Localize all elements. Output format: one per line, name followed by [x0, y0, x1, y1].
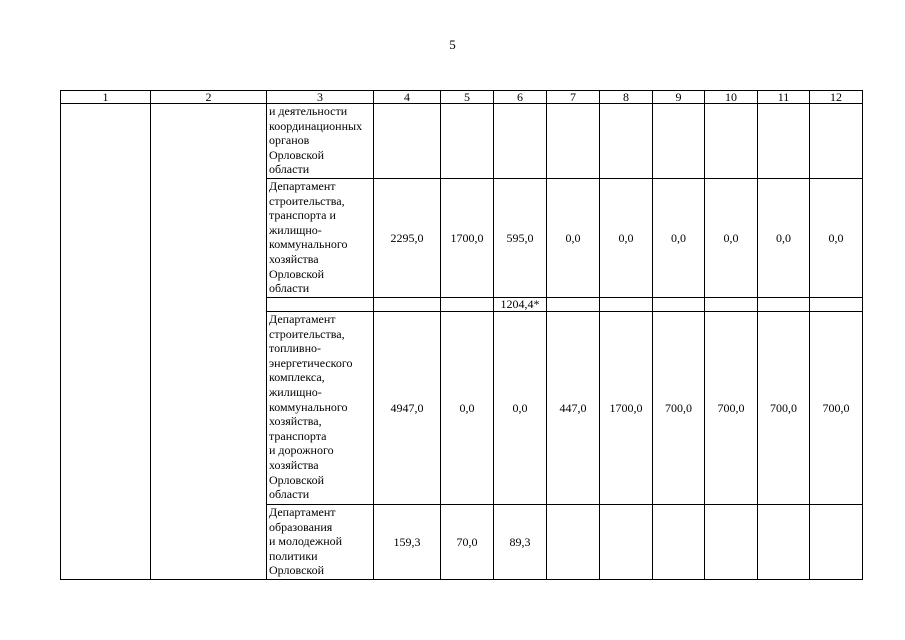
text-line: и молодежной: [269, 534, 343, 549]
text-line: коммунального: [269, 399, 348, 414]
value-cell: [600, 104, 653, 179]
organization-cell: [267, 505, 374, 580]
value-cell: 1700,0: [600, 312, 653, 505]
value-cell: [810, 505, 863, 580]
value-cell: 700,0: [810, 312, 863, 505]
column-header: 1: [61, 91, 151, 104]
value-cell: 700,0: [705, 312, 758, 505]
text-line: транспорта: [269, 428, 327, 443]
value-cell: [758, 298, 810, 312]
text-line: Орловской: [269, 472, 325, 487]
value-cell: 1700,0: [441, 179, 494, 298]
text-line: топливно-: [269, 341, 322, 356]
value-cell: 89,3: [494, 505, 547, 580]
text-line: Департамент: [269, 179, 336, 193]
value-cell: [705, 298, 758, 312]
value-cell: 700,0: [653, 312, 705, 505]
value-cell: 4947,0: [374, 312, 441, 505]
value-cell: [441, 298, 494, 312]
organization-cell: [267, 312, 374, 505]
value-cell: [705, 505, 758, 580]
text-line: образования: [269, 519, 333, 534]
text-line: хозяйства: [269, 251, 319, 266]
column-1-cell: [61, 104, 151, 580]
text-line: коммунального: [269, 237, 348, 252]
table-header-row: [61, 91, 863, 104]
value-cell: [758, 505, 810, 580]
text-line: Департамент: [269, 505, 336, 519]
note-value-cell: 1204,4*: [494, 298, 547, 312]
text-line: органов: [269, 133, 310, 148]
text-line: хозяйства: [269, 457, 319, 472]
column-header: 4: [374, 91, 441, 104]
value-cell: [374, 298, 441, 312]
text-line: Орловской: [269, 563, 325, 578]
value-cell: 447,0: [547, 312, 600, 505]
text-line: Орловской: [269, 147, 325, 162]
value-cell: [758, 104, 810, 179]
column-header: 11: [758, 91, 810, 104]
text-line: и деятельности: [269, 104, 348, 118]
text-line: координационных: [269, 118, 363, 133]
column-header: 9: [653, 91, 705, 104]
value-cell: 0,0: [758, 179, 810, 298]
text-line: области: [269, 281, 310, 296]
column-header: 10: [705, 91, 758, 104]
value-cell: 0,0: [600, 179, 653, 298]
value-cell: 0,0: [810, 179, 863, 298]
value-cell: [374, 104, 441, 179]
column-header: 12: [810, 91, 863, 104]
text-line: энергетического: [269, 355, 353, 370]
text-line: области: [269, 487, 310, 502]
value-cell: [600, 298, 653, 312]
value-cell: [441, 104, 494, 179]
column-header: 7: [547, 91, 600, 104]
value-cell: [810, 298, 863, 312]
value-cell: [705, 104, 758, 179]
value-cell: 595,0: [494, 179, 547, 298]
organization-cell: [267, 298, 374, 312]
text-line: и дорожного: [269, 443, 334, 458]
text-line: комплекса,: [269, 370, 325, 385]
text-line: политики: [269, 548, 318, 563]
text-line: Департамент: [269, 312, 336, 326]
value-cell: [547, 104, 600, 179]
value-cell: [653, 505, 705, 580]
value-cell: 700,0: [758, 312, 810, 505]
table-row: [61, 104, 863, 179]
budget-table: [60, 90, 863, 580]
column-2-cell: [151, 104, 267, 580]
column-header: 6: [494, 91, 547, 104]
value-cell: 2295,0: [374, 179, 441, 298]
value-cell: 70,0: [441, 505, 494, 580]
text-line: Орловской: [269, 266, 325, 281]
text-line: жилищно-: [269, 222, 322, 237]
column-header: 8: [600, 91, 653, 104]
text-line: области: [269, 162, 310, 177]
value-cell: 0,0: [705, 179, 758, 298]
value-cell: 0,0: [653, 179, 705, 298]
value-cell: 0,0: [441, 312, 494, 505]
value-cell: [547, 298, 600, 312]
value-cell: [653, 298, 705, 312]
value-cell: 0,0: [547, 179, 600, 298]
value-cell: [810, 104, 863, 179]
text-line: строительства,: [269, 326, 345, 341]
organization-cell: [267, 104, 374, 179]
value-cell: [494, 104, 547, 179]
value-cell: [653, 104, 705, 179]
value-cell: [547, 505, 600, 580]
value-cell: 0,0: [494, 312, 547, 505]
column-header: 3: [267, 91, 374, 104]
page-number: 5: [449, 37, 456, 52]
column-header: 5: [441, 91, 494, 104]
column-header: 2: [151, 91, 267, 104]
organization-cell: [267, 179, 374, 298]
text-line: жилищно-: [269, 384, 322, 399]
text-line: транспорта и: [269, 208, 336, 223]
text-line: строительства,: [269, 193, 345, 208]
text-line: хозяйства,: [269, 414, 322, 429]
value-cell: 159,3: [374, 505, 441, 580]
value-cell: [600, 505, 653, 580]
